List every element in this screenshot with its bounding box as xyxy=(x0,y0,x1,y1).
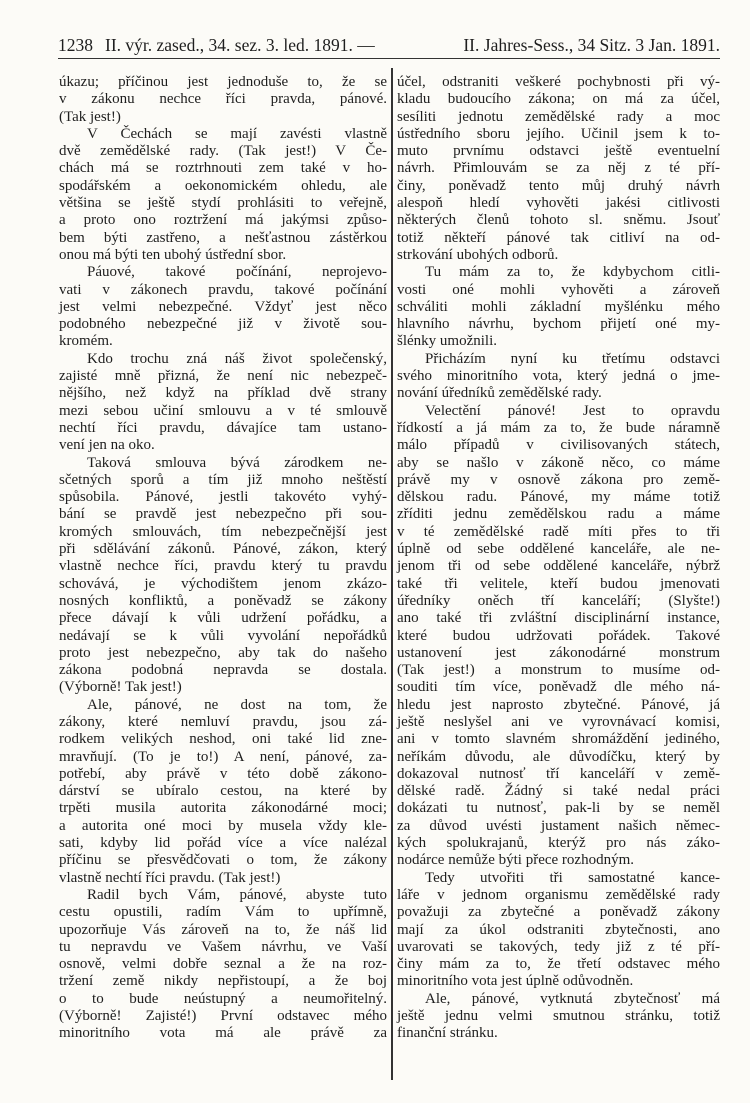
header-czech: II. výr. zased., 34. sez. 3. led. 1891. — xyxy=(105,35,375,55)
text-line: kromých smlouvách, tím nebezpečnější jest xyxy=(59,523,387,540)
text-line: úplně od sebe oddělené kanceláře, ale ne- xyxy=(397,541,720,558)
text-line: vlastně nechce říci, pravdu který tu pravdu xyxy=(59,558,387,575)
text-line: většina se ještě stydí prohlásiti to veřejně, xyxy=(59,195,387,212)
paragraph xyxy=(397,351,720,403)
text-line: Přicházím nyní ku třetímu odstavci xyxy=(425,350,720,367)
text-line: schovává, je východištem jenom zkázo- xyxy=(59,575,387,592)
text-line: také tři velitele, kteří budou jmenovati xyxy=(397,575,720,592)
text-line: tu nepravdu ve Vašem návrhu, ve Vaší xyxy=(59,938,387,955)
text-line: podobného nebezpečné již v životě sou- xyxy=(59,316,387,333)
text-line: Kdo trochu zná náš život společenský, xyxy=(87,350,387,367)
page-number: 1238 xyxy=(58,35,93,55)
text-line: totiž někteří pánové tak citliví na od- xyxy=(397,229,720,246)
text-line: ústředního sboru jejího. Učinil jsem k to- xyxy=(397,125,720,142)
text-line: kromém. xyxy=(59,333,113,350)
text-line: Páuové, takové počínání, neprojevo- xyxy=(87,264,387,281)
text-line: Tedy utvořiti tři samostatné kance- xyxy=(425,869,720,886)
text-line: schváliti mohli základní myšlénku mého xyxy=(397,298,720,315)
paragraph xyxy=(59,126,387,264)
text-line: upozorňuje Vás zároveň na to, že náš lid xyxy=(59,921,387,938)
text-line: dvě zemědělské rady. (Tak jest!) V Če- xyxy=(59,143,387,160)
text-line: mezi sebou učiní smlouvu a v té smlouvě xyxy=(59,402,387,419)
text-line: účel, odstraniti veškeré pochybnosti při vý- xyxy=(397,74,720,90)
text-line: nějšího, než když na příklad dvě strany xyxy=(59,385,387,402)
text-line: dokázati tu nutnosť, pak-li by se neměl xyxy=(397,800,720,817)
text-line: přece dávají k vůli udržení pořádku, a xyxy=(59,610,387,627)
text-line: právě my v osnově zákona pro země- xyxy=(397,471,720,488)
text-line: činy, poněvadž tento můj druhý návrh xyxy=(397,177,720,194)
text-line: mravňují. (To je to!) A není, pánové, za- xyxy=(59,748,387,765)
text-line: Taková smlouva bývá zárodkem ne- xyxy=(87,454,387,471)
text-line: málo případů v civilisovaných státech, xyxy=(397,437,720,454)
text-line: při sdělávání zákonů. Pánové, zákon, který xyxy=(59,541,387,558)
text-line: ano také tři zvláštní disciplinární instance, xyxy=(397,610,720,627)
paragraph xyxy=(397,403,720,870)
text-line: spodářském a oekonomickém ohledu, ale xyxy=(59,177,387,194)
text-line: ani v tomto slavném shromáždění jediného, xyxy=(397,731,720,748)
text-line: a autorita oné moci by musela vždy kle- xyxy=(59,817,387,834)
text-line: některých členů tohoto sl. sněmu. Jsouť xyxy=(397,212,720,229)
text-line: vlastně nechtí říci pravdu. (Tak jest!) xyxy=(59,869,281,886)
text-line: neříkám důvodu, ale důvodíčku, který by xyxy=(397,748,720,765)
text-line: souditi tím více, poněvadž dle mého ná- xyxy=(397,679,720,696)
paragraph xyxy=(59,74,387,126)
text-line: úkazu; příčinou jest jednoduše to, že se xyxy=(59,74,387,90)
text-line: uvarovati se takových, tedy již z té pří- xyxy=(397,938,720,955)
text-line: bem býti zastřeno, a nešťastnou zástěrkou xyxy=(59,229,387,246)
text-line: zříditi jednu zemědělskou radu a máme xyxy=(397,506,720,523)
text-line: příčinu se přesvědčovati o tom, že zákony xyxy=(59,852,387,869)
text-line: dělské radě. Žádný si také nedal práci xyxy=(397,783,720,800)
text-line: vení jen na oko. xyxy=(59,437,155,454)
text-line: tržení země nikdy nepřistoupí, a že boj xyxy=(59,973,387,990)
text-line: vosti oné mohli vyhověti a zároveň xyxy=(397,281,720,298)
text-line: Ale, pánové, vytknutá zbytečnosť má xyxy=(425,990,720,1007)
text-line: návrh. Přimlouvám se za něj z té pří- xyxy=(397,160,720,177)
running-header xyxy=(58,33,720,59)
text-line: Velectění pánové! Jest to opravdu xyxy=(425,402,720,419)
text-line: proto jest nebezpečno, aby tak do našeho xyxy=(59,644,387,661)
text-line: nedávají se k vůli vyvolání nepořádků xyxy=(59,627,387,644)
text-line: minoritního vota má ale právě za xyxy=(59,1025,387,1042)
text-line: řídkostí a já mám za to, že bude náramně xyxy=(397,419,720,436)
text-line: v té zemědělské radě míti přes to tři xyxy=(397,523,720,540)
text-line: sčetných sporů a tím již mnoho neštěstí xyxy=(59,471,387,488)
paragraph xyxy=(59,887,387,1043)
text-line: (Tak jest!) xyxy=(59,108,121,125)
text-line: finanční stránku. xyxy=(397,1025,498,1042)
text-line: Radil bych Vám, pánové, abyste tuto xyxy=(87,886,387,903)
text-line: spůsobila. Pánové, jestli takovéto vyhý- xyxy=(59,489,387,506)
text-line: onou má býti ten ubohý ústřední sbor. xyxy=(59,246,287,263)
text-line: jest velmi nebezpečné. Vždyť jest něco xyxy=(59,298,387,315)
text-line: strkování ubohých odborů. xyxy=(397,246,559,263)
text-line: sati, kdyby lid pořád více a více nalézal xyxy=(59,835,387,852)
text-line: za důvod uvésti justament našich němec- xyxy=(397,817,720,834)
paragraph xyxy=(397,991,720,1043)
text-line: jenom tři od sebe oddělené kanceláře, nýbrž xyxy=(397,558,720,575)
text-line: ustanovení jest zákonodárné monstrum xyxy=(397,644,720,661)
text-line: šlénky umožnili. xyxy=(397,333,497,350)
paragraph xyxy=(397,264,720,350)
paragraph xyxy=(59,455,387,697)
text-line: nechtí říci pravdu, dávajíce tam ustano- xyxy=(59,419,387,436)
text-line: alespoň hledí vyhověti jakési citlivosti xyxy=(397,195,720,212)
text-line: aby se našlo v zákoně něco, co máme xyxy=(397,454,720,471)
left-column xyxy=(59,74,387,1043)
text-line: sesíliti jednotu zemědělské rady a moc xyxy=(397,108,720,125)
text-line: (Výborně! Zajisté!) První odstavec mého xyxy=(59,1008,387,1025)
text-line: mají za úkol odstraniti zbytečnosti, ano xyxy=(397,921,720,938)
text-line: v zákonu nechce říci pravda, pánové. xyxy=(59,91,387,108)
text-line: hledu jest naprosto zbytečné. Pánové, já xyxy=(397,696,720,713)
text-line: potřebí, aby právě v této době zákono- xyxy=(59,765,387,782)
text-line: muto prvnímu odstavci ještě eventuelní xyxy=(397,143,720,160)
text-line: trpěti musila autorita zákonodárné moci; xyxy=(59,800,387,817)
text-line: rodkem velikých neshod, oni také lid zne- xyxy=(59,731,387,748)
text-line: dárství se ubíralo cestou, na které by xyxy=(59,783,387,800)
right-column xyxy=(397,74,720,1043)
paragraph xyxy=(59,264,387,350)
text-line: láře v jednom organismu zemědělské rady xyxy=(397,886,720,903)
text-line: Tu mám za to, že kdybychom citli- xyxy=(425,264,720,281)
text-line: (Tak jest!) a monstrum to musíme od- xyxy=(397,662,720,679)
text-line: V Čechách se mají zavésti vlastně xyxy=(87,125,387,142)
paragraph xyxy=(59,351,387,455)
text-line: vati v zákonech pravdu, takové počínání xyxy=(59,281,387,298)
text-line: dělskou radu. Pánové, my máme totiž xyxy=(397,489,720,506)
text-line: které budou udržovati pořádek. Takové xyxy=(397,627,720,644)
text-line: o to bude neústupný a neumořitelný. xyxy=(59,990,387,1007)
text-line: nování úředníků zemědělské rady. xyxy=(397,385,602,402)
text-line: činy mám za to, že třetí odstavec mého xyxy=(397,956,720,973)
text-line: dokazoval nutnosť tří kanceláří v země- xyxy=(397,765,720,782)
text-line: považuji za zbytečné a poněvadž zákony xyxy=(397,904,720,921)
text-line: zajisté mně přizná, že není nic nebezpeč- xyxy=(59,368,387,385)
paragraph xyxy=(397,74,720,264)
text-line: svého minoritního vota, který jedná o jme- xyxy=(397,368,720,385)
text-line: osnově, velmi dobře seznal a že na roz- xyxy=(59,956,387,973)
text-line: nodárce nemůže býti přece rozhodným. xyxy=(397,852,634,869)
paragraph xyxy=(397,870,720,991)
text-line: zákona podobná nepravda se dostala. xyxy=(59,662,387,679)
text-line: ještě neslyšel ani ve vyrovnávací komisi, xyxy=(397,713,720,730)
header-german: II. Jahres-Sess., 34 Sitz. 3 Jan. 1891. xyxy=(463,35,720,55)
text-line: cestu opustili, radím Vám to upřímně, xyxy=(59,904,387,921)
text-line: nosných konfliktů, a poněvadž se zákony xyxy=(59,592,387,609)
text-line: zákony, které nemluví pravdu, jsou zá- xyxy=(59,713,387,730)
text-line: minoritního vota jest úplně odůvodněn. xyxy=(397,973,634,990)
text-line: úředníky oněch tří kanceláří; (Slyšte!) xyxy=(397,592,720,609)
column-divider xyxy=(391,68,393,1080)
text-line: a proto ono roztržení má jakýmsi způso- xyxy=(59,212,387,229)
text-line: bání se pravdě jest nebezpečno při sou- xyxy=(59,506,387,523)
paragraph xyxy=(59,697,387,887)
text-line: (Výborně! Tak jest!) xyxy=(59,679,182,696)
text-line: ještě jednu velmi smutnou stránku, totiž xyxy=(397,1008,720,1025)
text-line: kých spolukrajanů, kterýž pro nás záko- xyxy=(397,835,720,852)
text-line: kladu budoucího zákona; on má za účel, xyxy=(397,91,720,108)
text-line: Ale, pánové, ne dost na tom, že xyxy=(87,696,387,713)
text-line: hlavního návrhu, bychom přijetí oné my- xyxy=(397,316,720,333)
text-line: chách má se roztrhnouti zem také v ho- xyxy=(59,160,387,177)
